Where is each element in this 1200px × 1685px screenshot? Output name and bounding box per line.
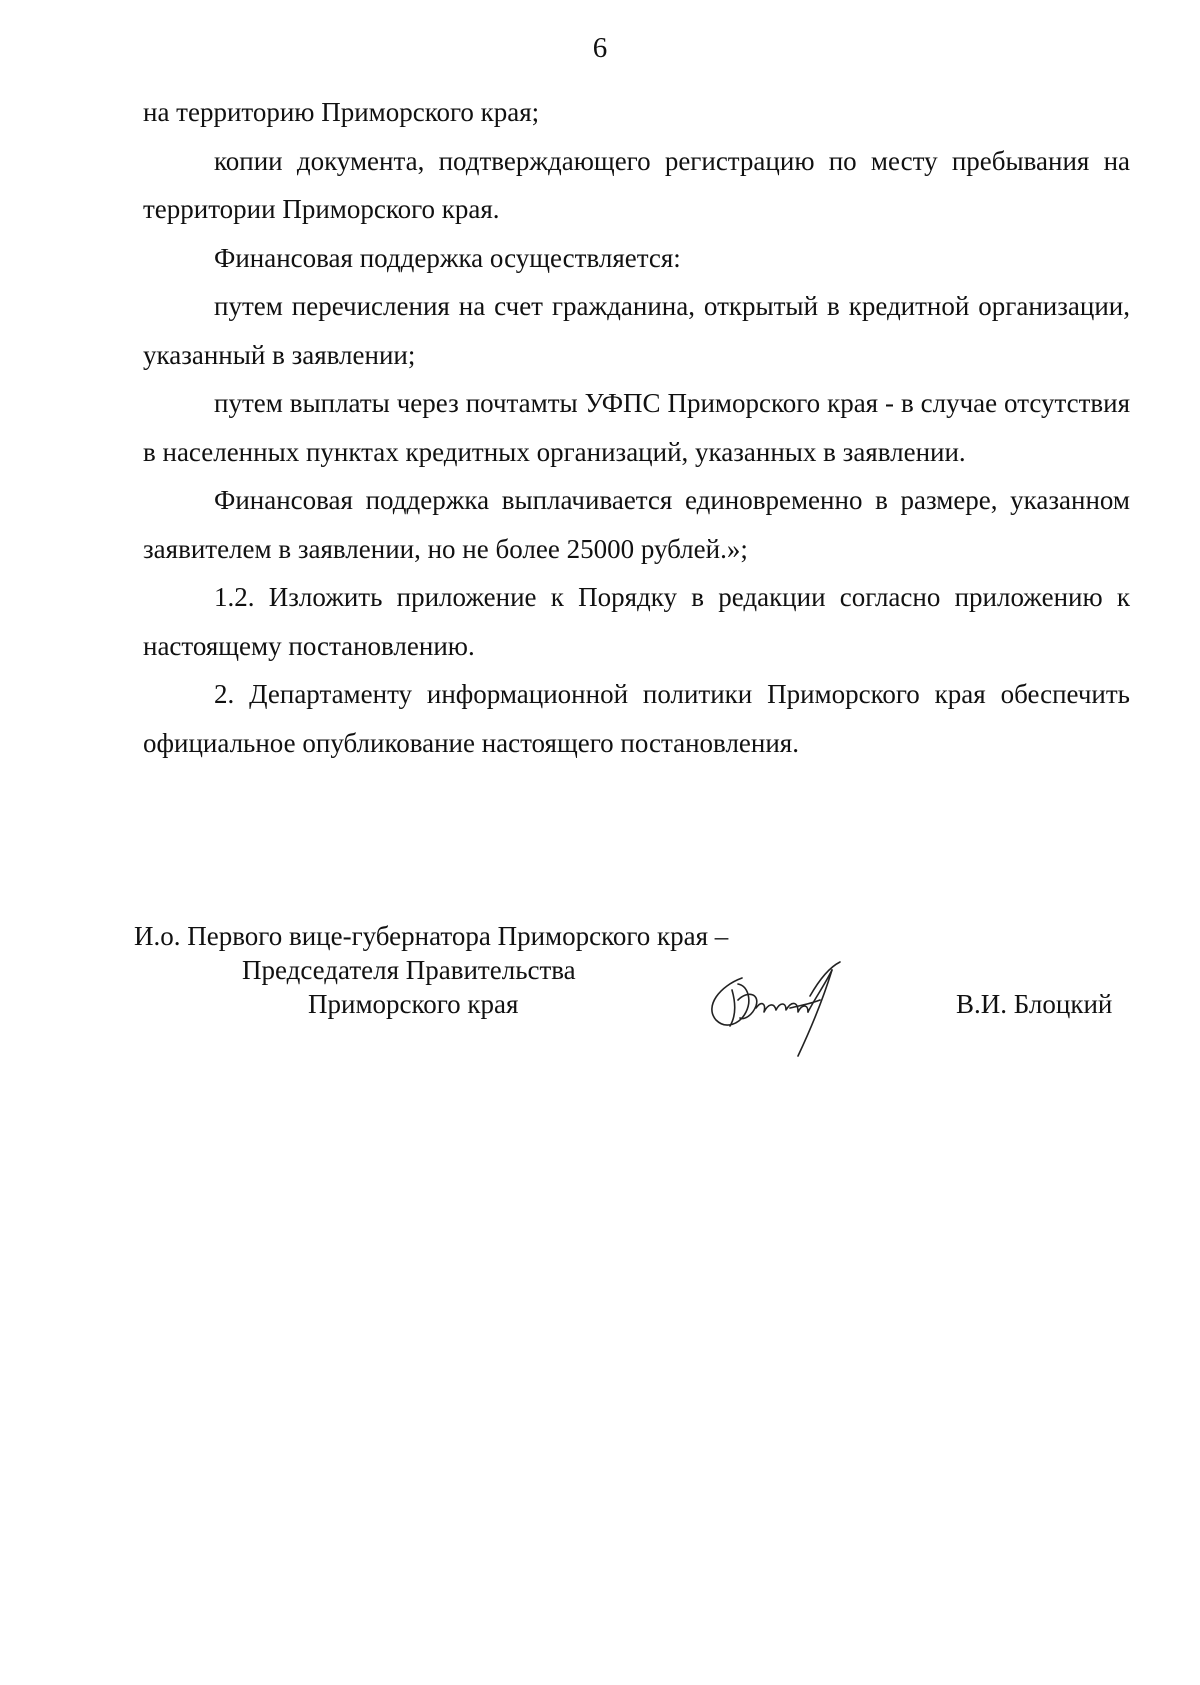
paragraph-item-1-2: 1.2. Изложить приложение к Порядку в редакции согласно приложению к настоящему постановлению. — [143, 582, 1130, 661]
paragraph-item-2: 2. Департаменту информационной политики Приморского края обеспечить официальное опубликование настоящего постановления. — [143, 679, 1130, 758]
page-number: 6 — [592, 32, 608, 64]
signatory-title-line3: Приморского края — [308, 989, 519, 1019]
paragraph-bank-transfer: путем перечисления на счет гражданина, открытый в кредитной организации, указанный в заявлении; — [143, 291, 1130, 370]
signatory-name: В.И. Блоцкий — [956, 989, 1113, 1019]
paragraph-support-method-intro: Финансовая поддержка осуществляется: — [214, 242, 681, 273]
signature-block — [134, 920, 1134, 1070]
document-body — [143, 88, 1130, 767]
paragraph-post-payment: путем выплаты через почтамты УФПС Приморского края - в случае отсутствия в населенных пунктах кредитных организаций, указанных в заявлении. — [143, 388, 1130, 467]
signatory-title-line1: И.о. Первого вице-губернатора Приморского края – — [134, 921, 729, 951]
paragraph-territory: на территорию Приморского края; — [143, 97, 540, 127]
paragraph-registration-copy: копии документа, подтверждающего регистрацию по месту пребывания на территории Приморского края. — [143, 145, 1130, 224]
handwritten-signature — [702, 960, 852, 1060]
signatory-title-line2: Председателя Правительства — [242, 955, 576, 985]
paragraph-payment-amount: Финансовая поддержка выплачивается единовременно в размере, указанном заявителем в заявлении, но не более 25000 рублей.»; — [143, 485, 1130, 564]
